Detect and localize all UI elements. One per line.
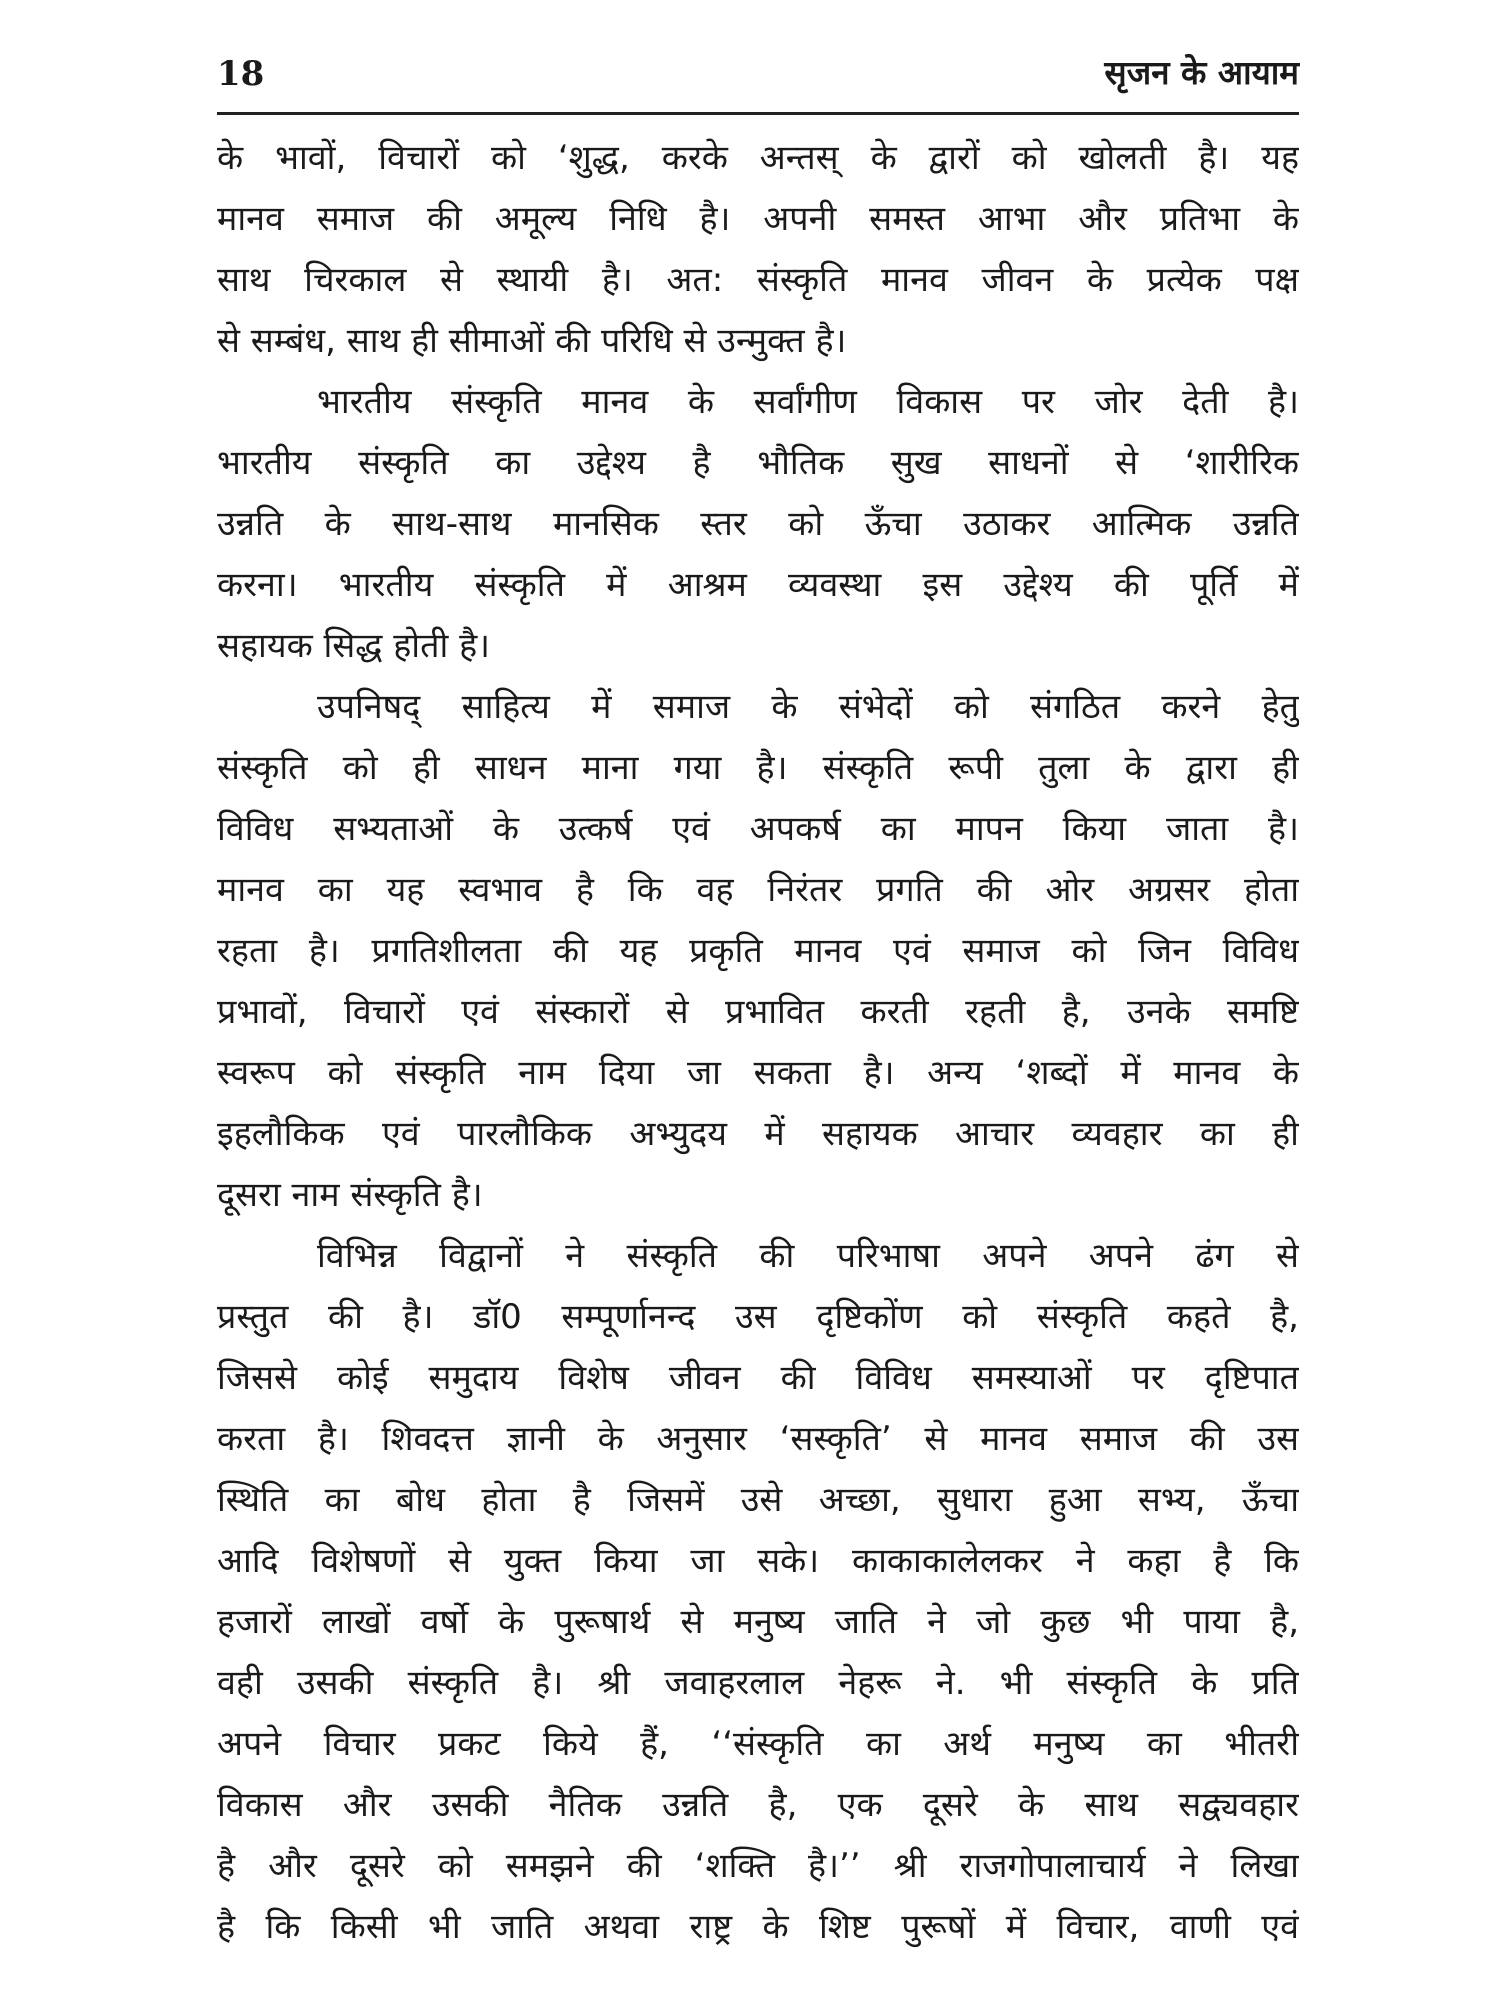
page-header <box>217 44 1299 104</box>
text-line: आदि विशेषणों से युक्त किया जा सके। काकाकालेलकर ने कहा है कि <box>217 1541 1299 1581</box>
text-line: स्थिति का बोध होता है जिसमें उसे अच्छा, सुधारा हुआ सभ्य, ऊँचा <box>217 1480 1299 1520</box>
text-line: उपनिषद् साहित्य में समाज के संभेदों को संगठित करने हेतु <box>317 687 1299 727</box>
text-line: स्वरूप को संस्कृति नाम दिया जा सकता है। अन्य ‘शब्दों में मानव के <box>217 1053 1299 1093</box>
paragraph-2 <box>217 372 1299 677</box>
text-line: जिससे कोई समुदाय विशेष जीवन की विविध समस्याओं पर दृष्टिपात <box>217 1358 1299 1398</box>
text-line: विभिन्न विद्वानों ने संस्कृति की परिभाषा अपने अपने ढंग से <box>317 1236 1299 1276</box>
text-line: है और दूसरे को समझने की ‘शक्ति है।’’ श्री राजगोपालाचार्य ने लिखा <box>217 1846 1299 1886</box>
text-line: प्रभावों, विचारों एवं संस्कारों से प्रभावित करती रहती है, उनके समष्टि <box>217 992 1299 1032</box>
text-line: विकास और उसकी नैतिक उन्नति है, एक दूसरे के साथ सद्व्यवहार <box>217 1785 1299 1825</box>
text-line: करना। भारतीय संस्कृति में आश्रम व्यवस्था इस उद्देश्य की पूर्ति में <box>217 565 1299 605</box>
text-line: से सम्बंध, साथ ही सीमाओं की परिधि से उन्मुक्त है। <box>217 321 847 361</box>
text-line: के भावों, विचारों को ‘शुद्ध, करके अन्तस् के द्वारों को खोलती है। यह <box>217 138 1299 178</box>
text-line: दूसरा नाम संस्कृति है। <box>217 1175 483 1215</box>
text-line: प्रस्तुत की है। डॉ0 सम्पूर्णानन्द उस दृष्टिकोंण को संस्कृति कहते है, <box>217 1297 1299 1337</box>
text-line: हजारों लाखों वर्षो के पुरूषार्थ से मनुष्य जाति ने जो कुछ भी पाया है, <box>217 1602 1299 1642</box>
text-line: साथ चिरकाल से स्थायी है। अत: संस्कृति मानव जीवन के प्रत्येक पक्ष <box>217 260 1299 300</box>
page-number: 18 <box>217 54 265 94</box>
text-line: विविध सभ्यताओं के उत्कर्ष एवं अपकर्ष का मापन किया जाता है। <box>217 809 1299 849</box>
paragraph-4 <box>217 1226 1299 1958</box>
text-line: वही उसकी संस्कृति है। श्री जवाहरलाल नेहरू ने. भी संस्कृति के प्रति <box>217 1663 1299 1703</box>
body-text <box>217 128 1299 1958</box>
running-title: सृजन के आयाम <box>1104 53 1299 92</box>
paragraph-3 <box>217 677 1299 1226</box>
text-line: अपने विचार प्रकट किये हैं, ‘‘संस्कृति का अर्थ मनुष्य का भीतरी <box>217 1724 1299 1764</box>
text-line: है कि किसी भी जाति अथवा राष्ट्र के शिष्ट पुरूषों में विचार, वाणी एवं <box>217 1907 1299 1947</box>
text-line: भारतीय संस्कृति मानव के सर्वांगीण विकास पर जोर देती है। <box>317 382 1299 422</box>
paragraph-1 <box>217 128 1299 372</box>
text-line: इहलौकिक एवं पारलौकिक अभ्युदय में सहायक आचार व्यवहार का ही <box>217 1114 1299 1154</box>
text-line: रहता है। प्रगतिशीलता की यह प्रकृति मानव एवं समाज को जिन विविध <box>217 931 1299 971</box>
text-line: करता है। शिवदत्त ज्ञानी के अनुसार ‘सस्कृति’ से मानव समाज की उस <box>217 1419 1299 1459</box>
text-line: सहायक सिद्ध होती है। <box>217 626 491 666</box>
text-line: मानव का यह स्वभाव है कि वह निरंतर प्रगति की ओर अग्रसर होता <box>217 870 1299 910</box>
text-line: मानव समाज की अमूल्य निधि है। अपनी समस्त आभा और प्रतिभा के <box>217 199 1299 239</box>
header-rule <box>217 112 1299 115</box>
text-line: संस्कृति को ही साधन माना गया है। संस्कृति रूपी तुला के द्वारा ही <box>217 748 1299 788</box>
text-line: भारतीय संस्कृति का उद्देश्य है भौतिक सुख साधनों से ‘शारीरिक <box>217 443 1299 483</box>
text-line: उन्नति के साथ-साथ मानसिक स्तर को ऊँचा उठाकर आत्मिक उन्नति <box>217 504 1299 544</box>
